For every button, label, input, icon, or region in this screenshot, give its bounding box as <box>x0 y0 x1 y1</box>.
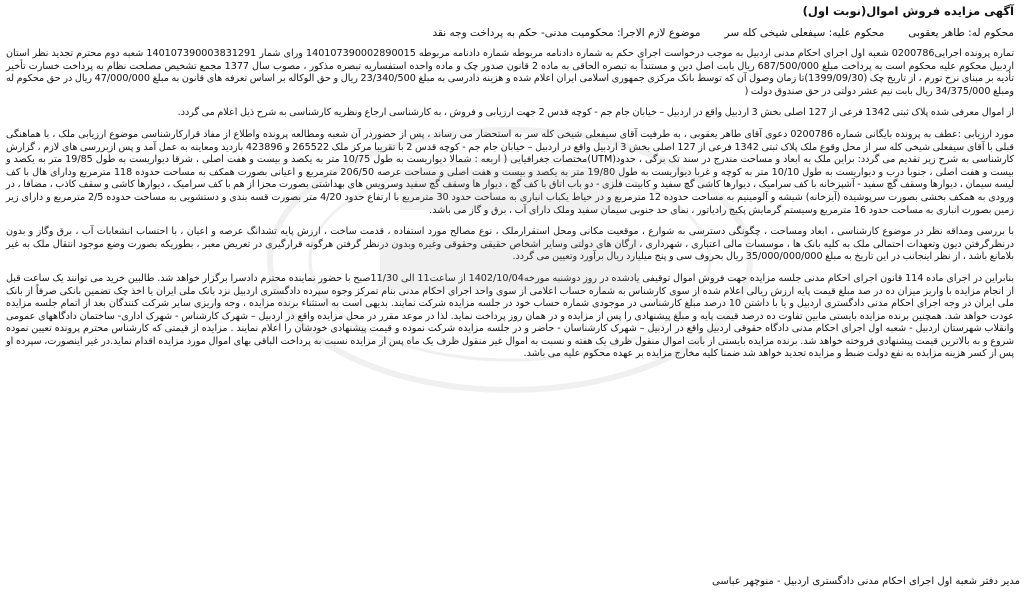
plaintiff: محکوم له: طاهر یعقوبی <box>908 27 1014 39</box>
parties-row <box>6 26 1014 40</box>
paragraph-property: از اموال معرفی شده پلاک ثبتی 1342 فرعی از 127 اصلی بخش 3 اردبیل واقع در اردبیل – خیابان جام جم - کوچه قدس 2 جهت ارزیابی و فروش ، به کارشناسی ارجاع ونظریه کارشناسی به شرح ذیل اعلام می گردد. <box>177 107 1014 119</box>
paragraph-case-details: تماره پرونده اجرایی0200786 شعبه اول اجرای احکام مدنی اردبیل به موجب درخواست اجرای حکم به شماره دادنامه مربوطه شماره دادنامه مربوطه 140107390002890015 ورای شمار 140107390003831291 شعبه دوم محترم تجدید نظر استان اردبیل محکوم علیه محکوم است به پرداخت مبلغ 687/500/000 ریال بابت اصل دین و مستنداً به تبصره الحاقی به ماده 2 قانون صدور چک و ماده واحده استفساریه تبصره مذکور ، مصوب سال 1377 مجمع تشخیص مصلحت نظام به پرداخت خسارت تأخیر تأدیه بر مبنای نرخ تورم ، از تاریخ چک (1399/09/30)تا زمان وصول آن که توسط بانک مرکزی جمهوری اسلامی ایران اعلام شده و هزینه دادرسی به مبلغ 23/340/500 ریال و حق الوکاله بر اساس تعرفه های قانون به مبلغ 47/000/000 ریال در حق محکوم له ومبلغ 34/375/000 ریال بابت نیم عشر دولتی در حق صندوق دولت ( <box>6 48 1015 97</box>
paragraph-auction-terms: بنابراین در اجرای ماده 114 قانون اجرای احکام مدنی جلسه مزایده جهت فروش اموال توقیفی یادشده در روز دوشنبه مورخه1402/10/04 از ساعت11 الی 11/30صبح با حضور نماینده محترم دادسرا برگزار خواهد شد. طالبین خرید می توانند یک ساعت قبل از انجام مزایده با واریز میزان ده در صد مبلغ قیمت پایه ارزش ریالی اعلام شده از سوی کارشناس به شماره حساب اعلامی از سوی واحد اجرای احکام مدنی بنام تمرکز وجوه سپرده دادگستری اردبیل نزد بانک ملی ایران یا اخذ چک تضمین بانکی صرفاً از بانک ملی ایران در وجه اجرای احکام مدنی دادگستری اردبیل و یا با داشتن 10 درصد مبلغ کارشناسی در موجودی شماره حساب خود در جلسه مزایده شرکت نمایند. بدیهی است به استثناء برنده مزایده ، وجه واریزی سایر شرکت کنندگان بعد از اتمام جلسه مزایده عودت خواهد شد. همچنین برنده مزایده بایستی مابین تفاوت ده درصد قیمت پایه و مبلغ پیشنهادی را پس از مزایده و در همان روز پرداخت نماید. لذا در موعد مقرر در محل مزایده واقع در اردبیل – شهرک کارشناس - شهرک اداری- ساختمان دادگاههای عمومی وانقلاب شهرستان اردبیل - شعبه اول اجرای احکام مدنی دادگاه حقوقی اردبیل واقع در اردبیل – شهرک کارشناسان - حاضر و در جلسه مزایده شرکت نموده و قیمت پیشنهادی خودشان را اعلام نمایند . مزایده از قیمتی که کارشناس محترم پرونده تعیین نموده شروع و به بالاترین قیمت پیشنهادی فروخته خواهد شد. برنده مزایده بایستی از بابت اموال منقول ظرف یک هفته و نسبت به اموال غیر منقول ظرف یک ماه پس از مزایده نسبت به پرداخت الباقی بهای اموال مورد مزایده اقدام نماید.در غیر اینصورت، سپرده او پس از کسر هزینه مزایده به نفع دولت ضبط و مزایده تجدید خواهد شد ضمنا کلیه مخارج مزایده بر عهده محکوم علیه می باشد. <box>6 272 1015 360</box>
document <box>6 4 1014 592</box>
signature-line: مدیر دفتر شعبه اول اجرای احکام مدنی دادگستری اردبیل - منوچهر عباسی <box>712 576 1020 587</box>
enforcement-subject: موضوع لازم الاجرا: محکومیت مدنی- حکم به پرداخت وجه نقد <box>432 27 701 39</box>
paragraph-valuation-result: با بررسی ومداقه نظر در موضوع کارشناسی ، ابعاد ومساحت ، چگونگی دسترسی به شوارع ، موقعیت مکانی ومحل استقرارملک ، نوع مصالح مورد استفاده ، قدمت ساخت ، ارزش پایه تشدانگ عرصه و اعیان ، با احتساب انشعابات آب ، برق وگاز و بدون درنظرگرفتن دیون وتعهدات احتمالی ملک به کلیه بانک ها ، موسسات مالی اعتباری ، شهرداری ، ارگان های دولتی وسایر اشخاص حقیقی وحقوقی وغیره وبدون درنظر گرفتن هرگونه قرارگیری در تعریض معبر ، بطوریکه بصورت وضع موجود انتقال ملک به غیر بلامانع باشد ، از نظر اینجانب در این تاریخ به مبلغ 35/000/000/000 ریال بحروف سی و پنج میلیارد ریال برآورد وتعیین می گردد. <box>6 226 1014 263</box>
paragraph-valuation-report: مورد ارزیابی :عطف به پرونده بایگانی شماره 0200786 دعوی آقای طاهر یعقوبی ، به طرفیت آقای سیفعلی شیخی کله سر به استحضار می رساند ، پس از حضوردر آن شعبه ومطالعه پرونده واطلاع از مفاد قرارکارشناسی موضوع ارزیابی ملک ، با هماهنگی قبلی با آقای سیفعلی شیخی کله سر از محل وقوع ملک پلاک ثبتی 1342 فرعی از 127 اصلی بخش 3 اردبیل واقع در اردبیل – خیابان جام جم - کوچه قدس 2 با تقریبا مرکز ملک 265522 و 423896 بازدید ومعاینه به عمل آمد و پس ازبررسی های لازم ، گزارش کارشناسی به شرح زیر تقدیم می گردد: براین ملک به ابعاد و مساحت مندرج در سند تک برگی ، حدود(UTM)مختصات جغرافیایی ( اربعه : شمالا دیواریست به طول 10/75 متر به یکصد و بیست و هفت اصلی ، شرقا دیواریست به طول 19/85 متر به یکصد و بیست و هفت اصلی ، جنوبا درب و دیواریست به طول 10/10 متر به کوچه و غربا دیواریست به طول 19/80 متر به یکصد و بیست و هفت اصلی و مساحت عرصه 206/50 مترمربع و اعیانی بصورت همکف به مساحت حدوده 118 مترمربع ودارای هال با کف لیسه سیمان ، دیوارها وسقف گچ سفید - آشپزخانه با کف سرامیک ، دیوارها کاشی گچ سفید و کابینت فلزی - دو باب اتاق با کف گچ ، دیوار ها وسقف گچ سفید وسرویس های بهداشتی بصورت مجزا از هم با کف سرامیک ، دیوارها کاشی و سقف کاذب ، مضافا ، در ورودی به همکف بخشی بصورت سرپوشیده (آیزخانه) شیشه و آلومینیم به مساحت حدوده 12 مترمربع و در حیاط یکباب انباری به مساحت حدود 30 مترمربع با ارتفاع حدود 4/20 متر بصورت قسه بندی و دستشویی به مساحت حدوده 2/5 مترمربع و دارای زیر زمین بصورت انباری به مساحت حدود 16 مترمربع وسیستم گرمایش پکیج رادیاتور ، نمای حد جنوبی سیمان سفید وملک دارای آب ، برق و گاز می باشد. <box>6 128 1015 216</box>
document-title: آگهی مزایده فروش اموال(نوبت اول) <box>802 4 1014 18</box>
defendant: محکوم علیه: سیفعلی شیخی کله سر <box>724 27 885 39</box>
